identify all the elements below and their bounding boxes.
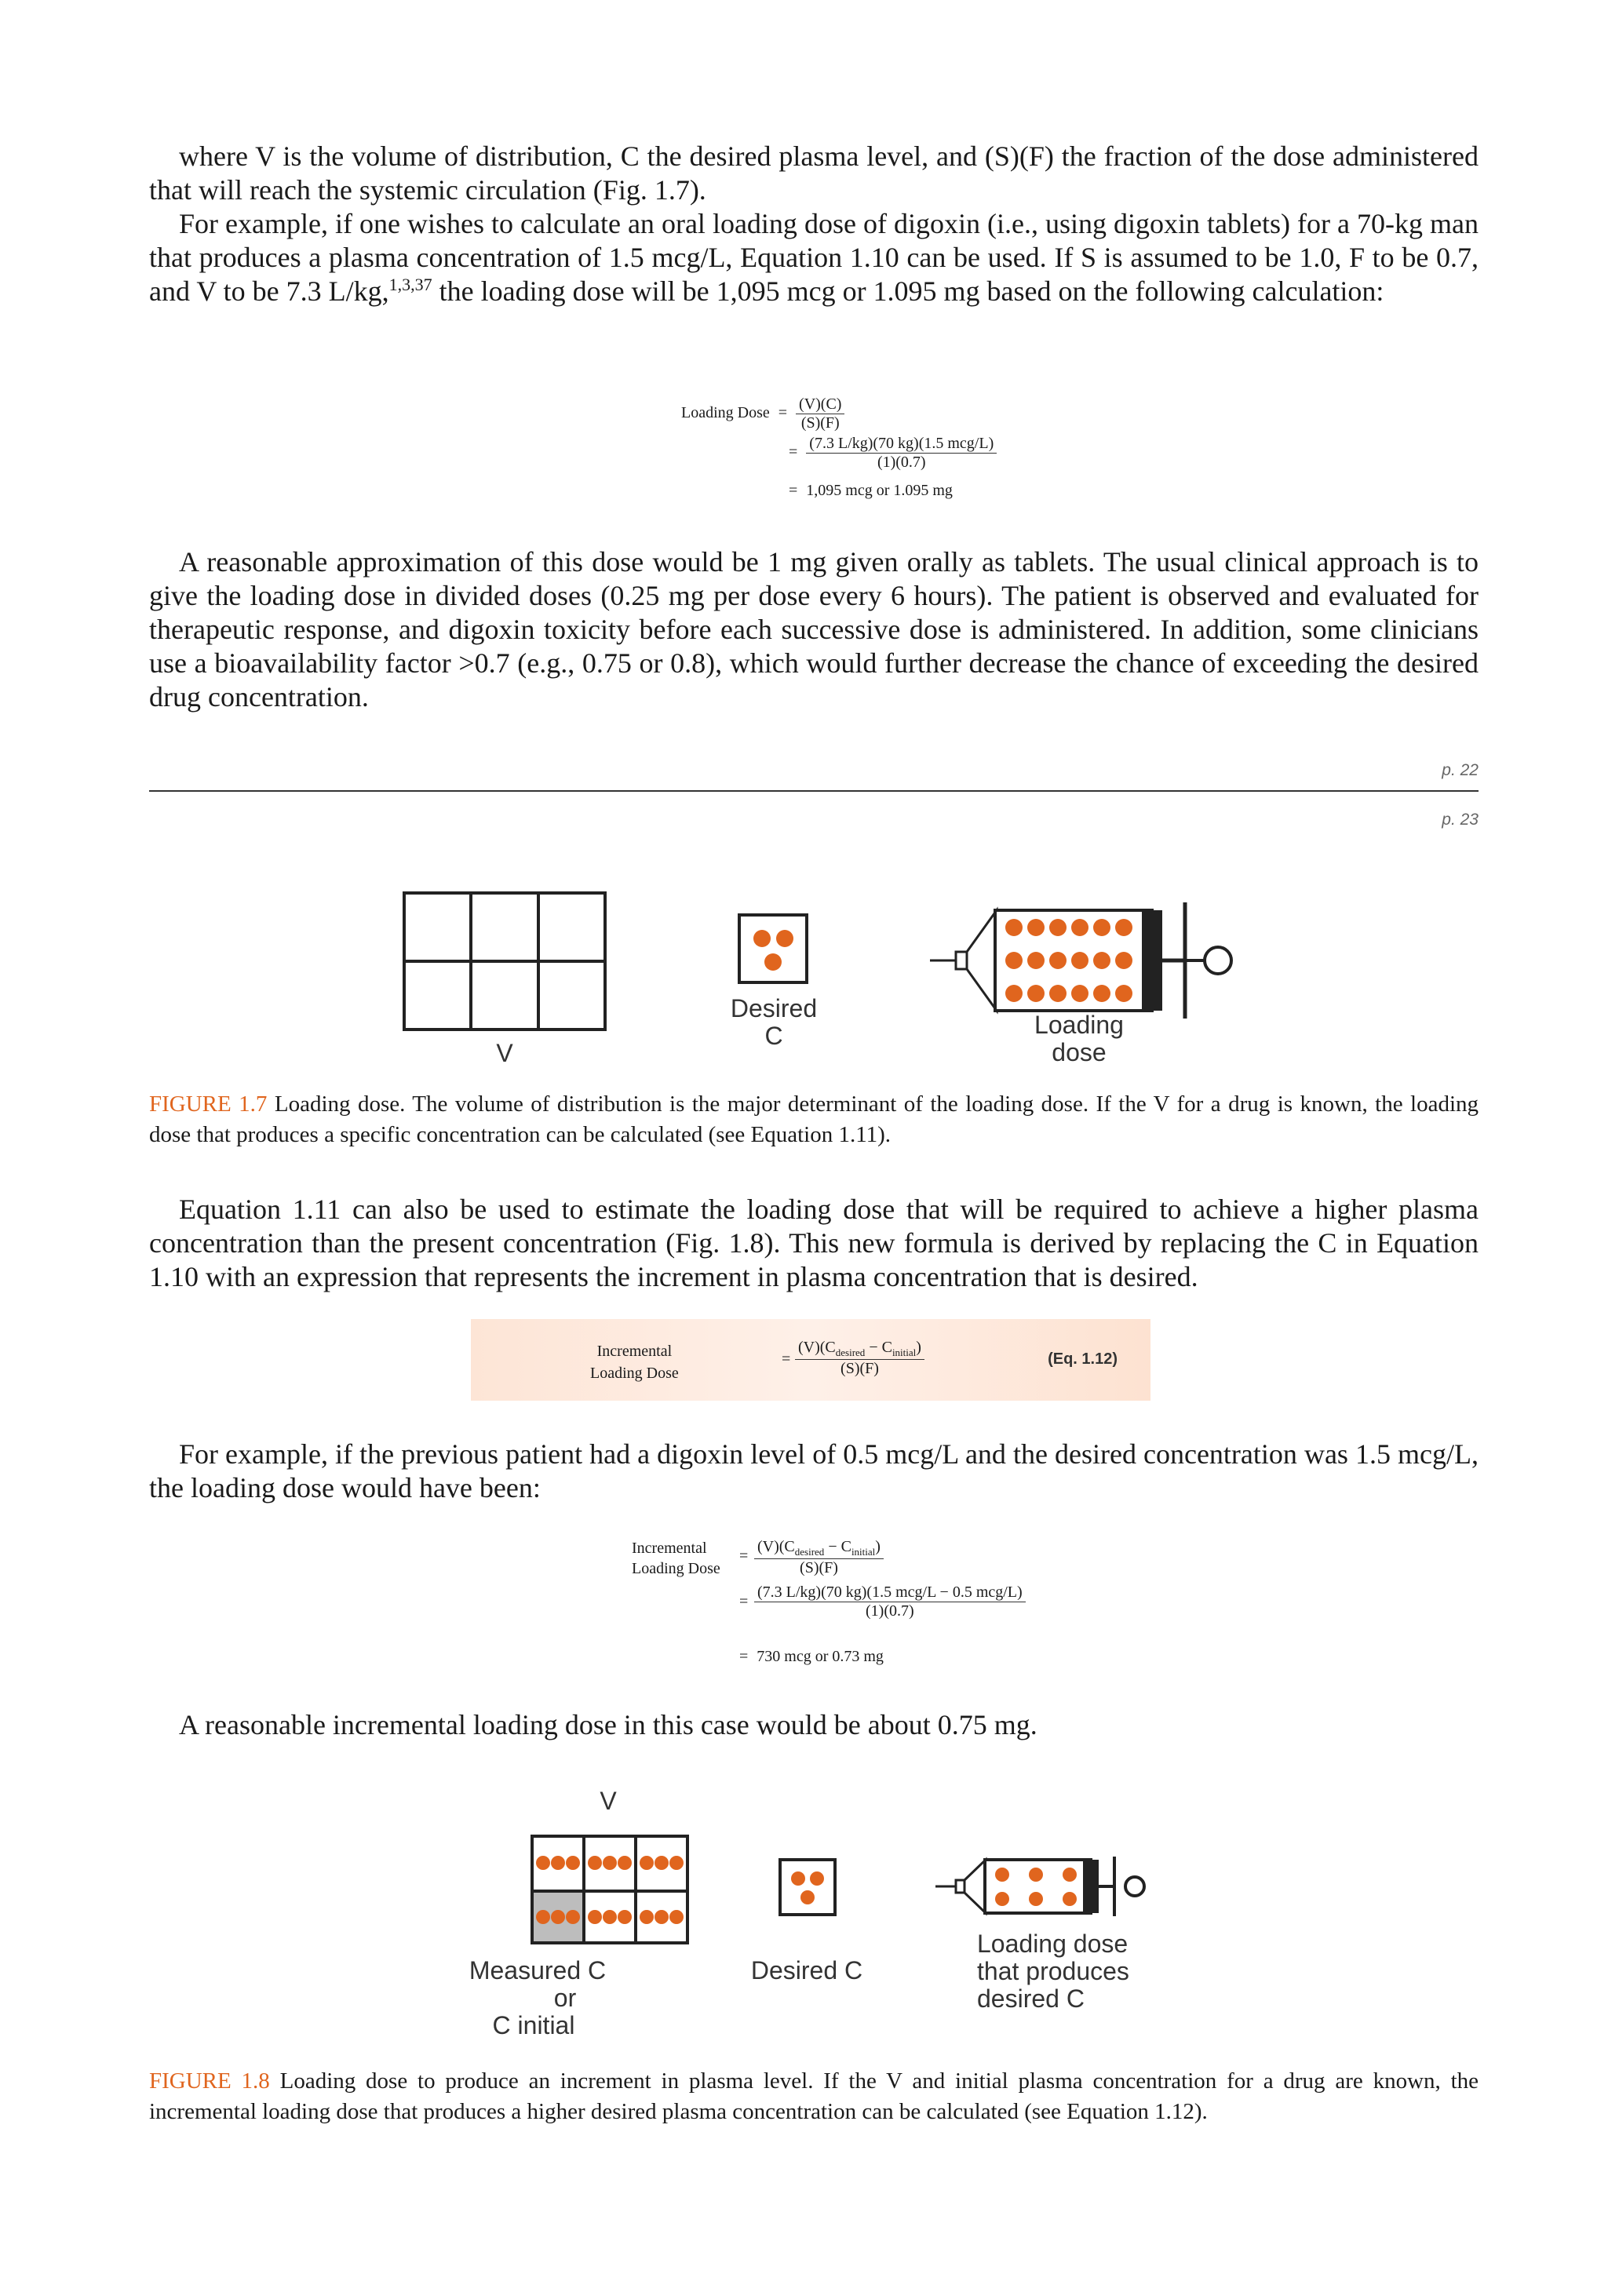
desired-label: Desired C <box>750 1956 863 1984</box>
fraction-numerator: (7.3 L/kg)(70 kg)(1.5 mcg/L − 0.5 mcg/L) <box>754 1584 1026 1602</box>
desired-label-line2: C <box>764 1022 783 1050</box>
fraction-incremental <box>754 1538 884 1577</box>
numerator-part: − C <box>865 1339 892 1356</box>
loading-label-line2: that produces <box>977 1957 1129 1985</box>
numerator-part: − C <box>824 1538 851 1555</box>
equation-row-1 <box>681 395 844 432</box>
paragraph-text: For example, if one wishes to calculate an oral loading dose of digoxin (i.e., using digoxin tablets) for a 70-kg man that produces a plasma concentration of 1.5 mcg/L, Equation 1.10 can be used. If S is assumed to be 1.0, F to be 0.7, and V to be 7.3 L/kg, <box>149 208 1479 307</box>
equation-1-12-box <box>471 1319 1150 1401</box>
paragraph-text: the loading dose will be 1,095 mcg or 1.095 mg based on the following calculation: <box>432 275 1384 307</box>
citation-superscript: 1,3,37 <box>388 275 432 294</box>
fraction-numerator: (7.3 L/kg)(70 kg)(1.5 mcg/L) <box>806 435 997 454</box>
equation-label-line1: Incremental <box>632 1540 707 1557</box>
fraction-substituted-values <box>754 1584 1026 1620</box>
fraction-incremental <box>795 1339 924 1378</box>
paragraph-incremental-intro <box>149 1193 1479 1294</box>
numerator-part: (V)(C <box>757 1538 795 1555</box>
numerator-part: ) <box>916 1339 921 1356</box>
figure-1-7-caption <box>149 1089 1479 1150</box>
paragraph-incremental-example <box>149 1438 1479 1505</box>
paragraph-digoxin-example <box>149 207 1479 308</box>
loading-dose-equation <box>681 384 1042 510</box>
equation-row-3 <box>789 482 953 500</box>
loading-label-line1: Loading dose <box>977 1930 1129 1958</box>
fraction-denominator: (S)(F) <box>840 1360 879 1377</box>
desired-label-line1: Desired <box>730 994 818 1022</box>
subscript-desired: desired <box>835 1347 866 1358</box>
page-marker-22: p. 22 <box>1442 761 1479 779</box>
equation-number-tag: (Eq. 1.12) <box>1048 1350 1118 1368</box>
v-label: V <box>496 1039 513 1067</box>
paragraph-text: A reasonable incremental loading dose in this case would be about 0.75 mg. <box>179 1709 1037 1740</box>
figure-label: FIGURE 1.8 <box>149 2068 270 2094</box>
equals-sign: = <box>778 404 788 422</box>
figure-1-8-caption <box>149 2066 1479 2127</box>
numerator-part: (V)(C <box>798 1339 836 1356</box>
equation-label-line2: Loading Dose <box>590 1365 679 1382</box>
fraction-denominator: (1)(0.7) <box>877 454 926 471</box>
equation-result: 1,095 mcg or 1.095 mg <box>806 482 953 499</box>
subscript-desired: desired <box>794 1546 825 1558</box>
intro-text-block <box>149 140 1479 308</box>
equals-sign: = <box>789 482 798 499</box>
measured-label-line1: Measured C <box>469 1956 607 1984</box>
equation-result-row <box>739 1648 884 1666</box>
volume-grid <box>532 1836 687 1943</box>
page-marker-23: p. 23 <box>1442 811 1479 829</box>
caption-text: Loading dose to produce an increment in plasma level. If the V and initial plasma concentration for a drug are known, the incremental loading dose that produces a higher desired plasma concentration can be calculated (see Equation 1.12). <box>149 2068 1479 2124</box>
paragraph-incremental-conclusion <box>149 1708 1479 1742</box>
paragraph-text: A reasonable approximation of this dose would be 1 mg given orally as tablets. The usual clinical approach is to give the loading dose in divided doses (0.25 mg per dose every 6 hours). The patient is observed and evaluated for therapeutic response, and digoxin toxicity before each successive dose is administered. In addition, some clinicians use a bioavailability factor >0.7 (e.g., 0.75 or 0.8), which would further decrease the chance of exceeding the desired drug concentration. <box>149 546 1479 712</box>
fraction-numerator <box>754 1538 884 1559</box>
equation-row-2 <box>789 435 997 472</box>
volume-grid <box>404 893 605 1030</box>
paragraph-text: For example, if the previous patient had a digoxin level of 0.5 mcg/L and the desired concentration was 1.5 mcg/L, the loading dose would have been: <box>149 1438 1479 1503</box>
desired-concentration-box <box>739 915 807 982</box>
measured-label-line3: C initial <box>492 2011 575 2039</box>
equals-sign: = <box>739 1547 749 1565</box>
syringe-icon <box>935 1857 1144 1916</box>
syringe-icon <box>930 902 1231 1019</box>
equation-label-line1: Incremental <box>596 1343 673 1360</box>
equals-sign: = <box>739 1593 749 1610</box>
equation-label <box>632 1538 720 1579</box>
paragraph-text: Equation 1.11 can also be used to estimate the loading dose that will be required to achieve a higher plasma concentration than the present concentration (Fig. 1.8). This new formula is derived by replacing the C in Equation 1.10 with an expression that represents the increment in plasma concentration that is desired. <box>149 1194 1479 1292</box>
loading-label-line3: desired C <box>977 1984 1085 2013</box>
incremental-dose-calculation <box>632 1538 1071 1671</box>
figure-1-8-illustration <box>408 1781 1240 2048</box>
subscript-initial: initial <box>892 1347 917 1358</box>
paragraph-volume-definition: where V is the volume of distribution, C the desired plasma level, and (S)(F) the fraction of the dose administered that will reach the systemic circulation (Fig. 1.7). <box>149 140 1479 206</box>
equation-label-line2: Loading Dose <box>632 1560 720 1577</box>
fraction-substituted-values <box>806 435 997 472</box>
caption-text: Loading dose. The volume of distribution is the major determinant of the loading dose. If the V for a drug is known, the loading dose that produces a specific concentration can be calculated (see Equation 1.11). <box>149 1092 1479 1147</box>
desired-concentration-box <box>780 1860 835 1915</box>
figure-label: FIGURE 1.7 <box>149 1092 268 1117</box>
equation-result: 730 mcg or 0.73 mg <box>757 1648 884 1665</box>
v-label: V <box>600 1787 617 1815</box>
measured-label-line2: or <box>553 1984 577 2012</box>
subscript-initial: initial <box>851 1546 876 1558</box>
loading-label-line1: Loading <box>1034 1011 1124 1039</box>
equation-label: Loading Dose <box>681 404 770 422</box>
page-divider <box>149 790 1479 792</box>
equals-sign: = <box>739 1648 749 1665</box>
equation-label <box>590 1340 679 1384</box>
fraction-denominator: (S)(F) <box>800 414 840 432</box>
equals-sign: = <box>782 1350 791 1368</box>
fraction-denominator: (1)(0.7) <box>866 1602 914 1620</box>
loading-label-line2: dose <box>1052 1038 1107 1066</box>
figure-1-7-illustration <box>392 879 1256 1067</box>
fraction-numerator <box>795 1339 924 1360</box>
paragraph-approximation <box>149 545 1479 714</box>
fraction-v-c-over-s-f <box>796 395 844 432</box>
fraction-denominator: (S)(F) <box>800 1559 838 1576</box>
equals-sign: = <box>789 443 798 461</box>
numerator-part: ) <box>875 1538 881 1555</box>
fraction-numerator: (V)(C) <box>796 395 844 414</box>
